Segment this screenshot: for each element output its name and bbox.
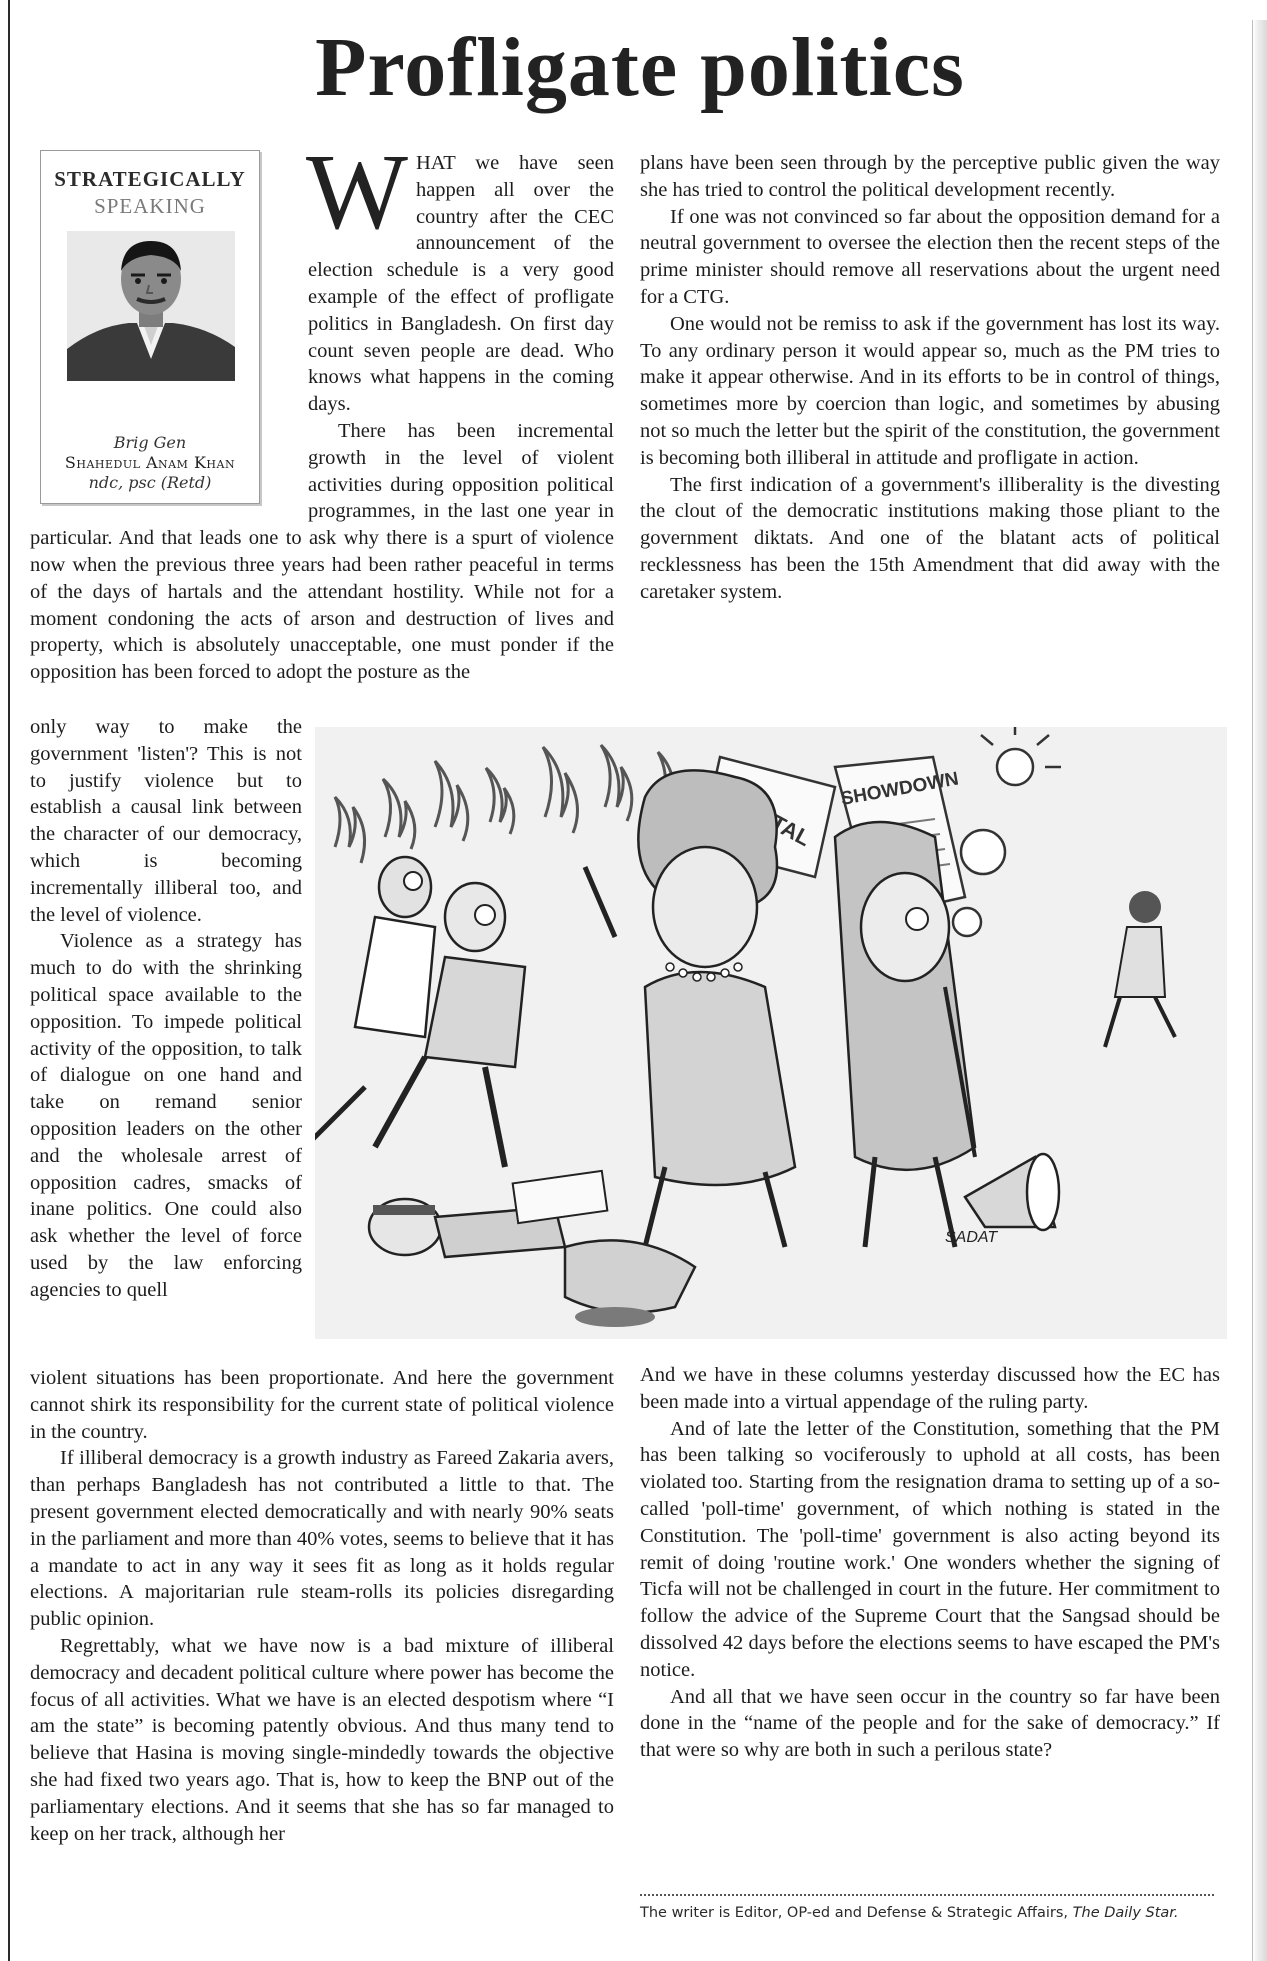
article-left-middle — [30, 714, 302, 1370]
balloon-icon — [961, 830, 1005, 874]
writer-note: The writer is Editor, OP-ed and Defense & Strategic Affairs, The Daily Star. — [640, 1905, 1179, 1921]
publication-name: The Daily Star. — [1072, 1905, 1179, 1921]
paragraph-5: Regrettably, what we have now is a bad mixture of illiberal democracy and decadent political culture where power has become the focus of all activities. What we have is an elected despotism where “I am the state” is becoming patently obvious. And thus many tend to believe that Hasina is moving single-mindedly towards the objective she had fixed two years ago. That is, how to keep the BNP out of the parliamentary elections. And it seems that she has so far managed to keep on her track, although her — [30, 1634, 614, 1845]
balloon-icon-small — [953, 908, 981, 936]
article-right-top — [640, 150, 1220, 715]
paragraph-1: WHAT we have seen happen all over the country after the CEC announcement of the election schedule is a very good example of the effect of profligate politics in Bangladesh. On first day count seven people are dead. Who knows what happens in the coming days. — [306, 150, 614, 416]
dropcap: W — [306, 150, 408, 252]
paragraph-3-continued: violent situations has been proportionate. And here the government cannot shirk its responsibility for the current state of political violence in the country. — [30, 1367, 614, 1443]
paragraph-10: And all that we have seen occur in the country so far have been done in the “name of the people and for the sake of democracy.” If that were so why are both in such a perilous state? — [640, 1685, 1220, 1762]
article-left-top — [30, 150, 614, 720]
paragraph-9: And of late the letter of the Constitution, something that the PM has been talking so vociferously to uphold at all costs, has been violated too. Starting from the resignation drama to setting up of a so-called 'poll-time' government, of which nothing is stated in the Constitution. The 'poll-time' government is also acting beyond its remit of doing 'routine work.' One wonders whether the signing of Ticfa will not be challenged in court in the future. Her commitment to follow the advice of the Supreme Court that the Sangsad should be dissolved 42 days before the elections seems to have escaped the PM's notice. — [640, 1417, 1220, 1681]
dotted-rule — [640, 1894, 1214, 1896]
page-right-edge — [1252, 20, 1267, 1961]
showdown-sign-text: SHOWDOWN — [839, 768, 961, 810]
paragraph-5-continued: plans have been seen through by the perceptive public given the way she has tried to control the political development recently. — [640, 152, 1220, 201]
paragraph-2-continued: only way to make the government 'listen'? This is not to justify violence but to establish a causal link between the character of our democracy, which is becoming incrementally illiberal too, and the level of violence. — [30, 716, 302, 926]
paragraph-2: There has been incremental growth in the level of violent activities during opposition political programmes, in the last one year in particular. And that leads one to ask why there is a spurt of violence now when the previous three years had been rather peaceful in terms of the days of hartals and the attendant hostility. While not for a moment condoning the acts of arson and destruction of lives and property, which is absolutely unacceptable, one must ponder if the opposition has been forced to adopt the posture as the — [30, 419, 614, 684]
paragraph-7: One would not be remiss to ask if the government has lost its way. To any ordinary person it would appear so, much as the PM tries to make it appear otherwise. And in its efforts to be in control of things, sometimes more by coercion than logic, and sometimes by abusing not so much the letter but the spirit of the constitution, the government is becoming both illiberal in attitude and profligate in action. — [640, 312, 1220, 469]
byline-box-spacer — [30, 150, 288, 508]
cartoonist-signature: SADAT — [945, 1229, 998, 1246]
shadow — [575, 1307, 655, 1327]
page-left-edge — [8, 0, 10, 1961]
paragraph-3: Violence as a strategy has much to do with the shrinking political space available to the opposition. To impede political activity of the opposition, to talk of dialogue on one hand and take on remand senior opposition leaders on the other and the wholesale arrest of opposition cadres, smacks of inane politics. One could also ask whether the level of force used by the law enforcing agencies to quell — [30, 930, 302, 1301]
column-label-strategically: STRATEGICALLY — [54, 167, 246, 191]
paragraph-6: If one was not convinced so far about the opposition demand for a neutral government to oversee the election then the recent steps of the prime minister should remove all reservations about the urgent need for a CTG. — [640, 205, 1220, 308]
author-credentials: ndc, psc (Retd) — [88, 473, 212, 492]
article-left-bottom — [30, 1365, 614, 1930]
headline: Profligate politics — [315, 21, 965, 114]
paragraph-8-continued: And we have in these columns yesterday discussed how the EC has been made into a virtual appendage of the ruling party. — [640, 1364, 1220, 1413]
editorial-cartoon — [315, 727, 1227, 1339]
author-name: Shahedul Anam Khan — [64, 453, 236, 472]
author-rank: Brig Gen — [113, 433, 187, 452]
column-label-speaking: SPEAKING — [94, 194, 206, 218]
article-right-bottom — [640, 1362, 1220, 1872]
paragraph-4: If illiberal democracy is a growth industry as Fareed Zakaria avers, than perhaps Bangladesh has not contributed a little to that. The present government elected democratically and with nearly 90% seats in the parliament and more than 40% votes, seems to believe that it has a mandate to act in any way it sees fit as long as it holds regular elections. A majoritarian rule steam-rolls its policies disregarding public opinion. — [30, 1447, 614, 1631]
paragraph-8: The first indication of a government's illiberality is the divesting the clout of the democratic institutions making those pliant to the government diktats. And one of the blatant acts of political recklessness has been the 15th Amendment that did away with the caretaker system. — [640, 473, 1220, 603]
